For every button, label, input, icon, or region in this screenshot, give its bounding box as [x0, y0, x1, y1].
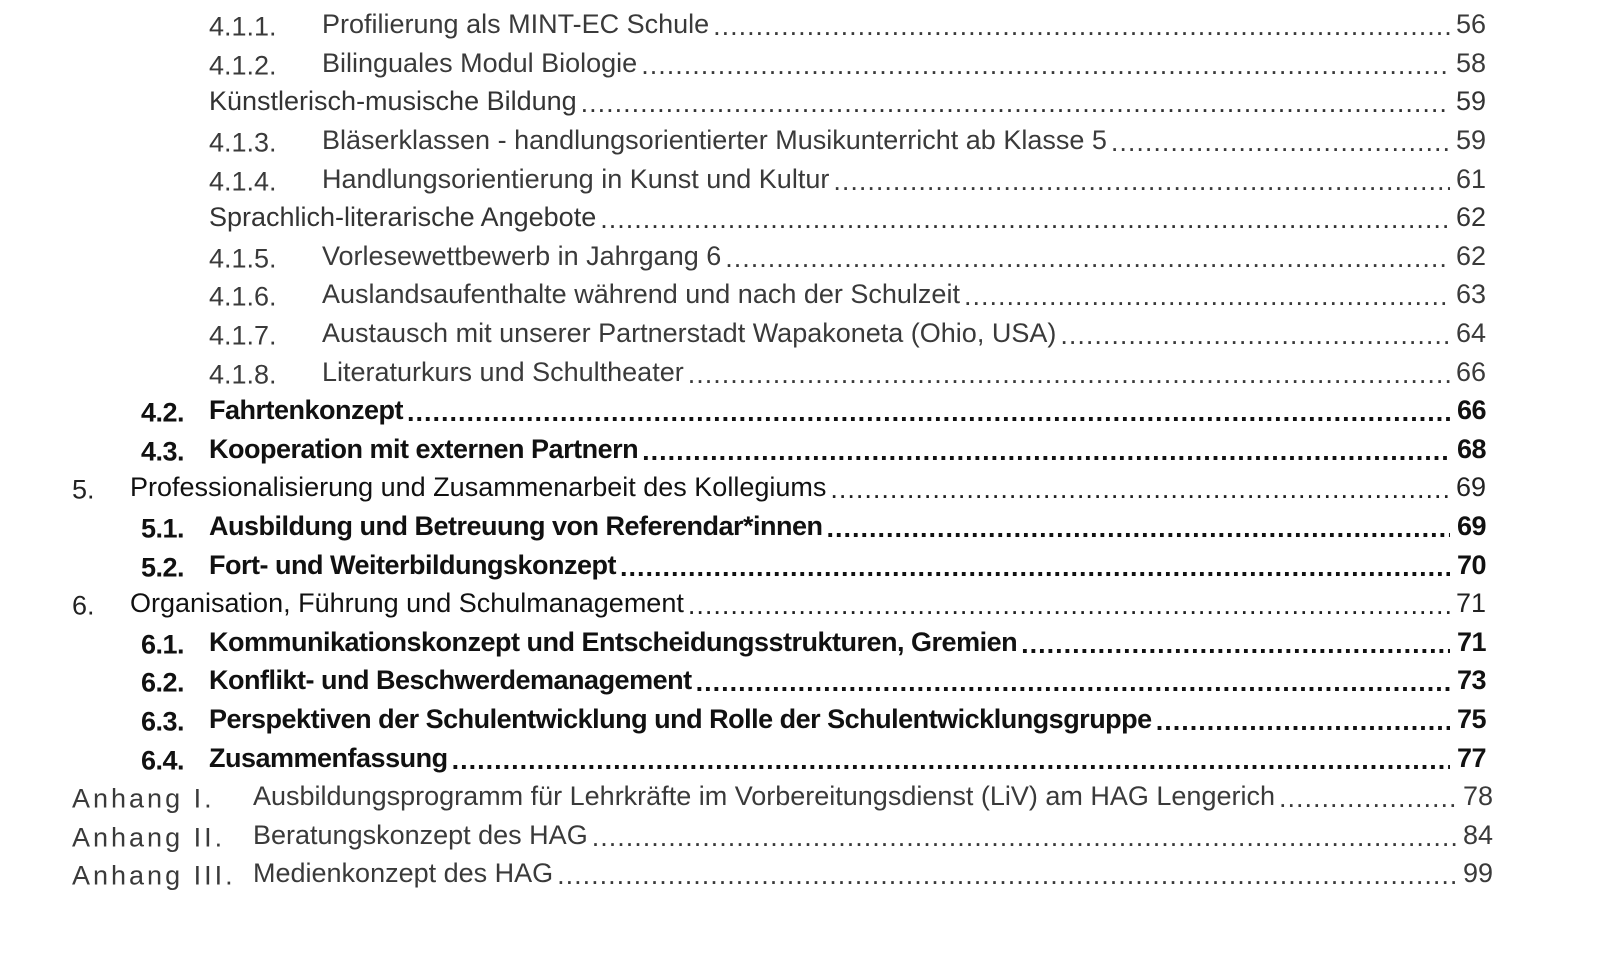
toc-entry-line: [322, 281, 1486, 313]
toc-entry-number: Anhang II.: [72, 822, 226, 853]
toc-entry-line: [209, 703, 1486, 738]
toc-entry[interactable]: [0, 162, 1600, 201]
toc-entry-page[interactable]: 77: [1456, 742, 1486, 773]
toc-entry-line: [209, 667, 1486, 699]
toc-entry-page[interactable]: 71: [1455, 588, 1486, 619]
dot-leader: [1060, 322, 1450, 354]
dot-leader: [688, 360, 1450, 392]
toc-entry-number: 4.1.1.: [209, 11, 277, 42]
toc-entry-number: 4.1.4.: [209, 166, 277, 197]
toc-entry-line: [209, 204, 1486, 236]
toc-entry-title[interactable]: Ausbildung und Betreuung von Referendar*innen: [209, 510, 823, 541]
toc-entry[interactable]: [0, 394, 1600, 433]
toc-entry[interactable]: [0, 355, 1600, 394]
toc-entry-page[interactable]: 66: [1455, 356, 1486, 387]
toc-entry-title[interactable]: Künstlerisch-musische Bildung: [209, 86, 577, 117]
toc-entry-page[interactable]: 62: [1455, 240, 1486, 271]
toc-entry[interactable]: [0, 85, 1600, 124]
dot-leader: [557, 862, 1457, 894]
toc-entry-page[interactable]: 99: [1462, 858, 1493, 889]
toc-entry-title[interactable]: Sprachlich-literarische Angebote: [209, 202, 597, 233]
dot-leader: [592, 824, 1457, 856]
toc-entry-title[interactable]: Literaturkurs und Schultheater: [322, 356, 684, 387]
toc-entry-line: [209, 433, 1486, 468]
toc-entry-number: 6.1.: [141, 629, 185, 660]
toc-entry[interactable]: [0, 857, 1600, 896]
toc-entry-title[interactable]: Profilierung als MINT-EC Schule: [322, 9, 710, 40]
toc-entry[interactable]: [0, 240, 1600, 279]
toc-entry-page[interactable]: 64: [1455, 317, 1486, 348]
toc-entry[interactable]: [0, 741, 1600, 780]
toc-entry-title[interactable]: Handlungsorientierung in Kunst und Kultur: [322, 163, 830, 194]
dot-leader: [452, 746, 1450, 778]
toc-entry-line: [209, 626, 1486, 661]
toc-entry-line: [253, 819, 1493, 854]
toc-entry-line: [209, 551, 1486, 583]
toc-entry-line: [209, 510, 1486, 545]
dot-leader: [833, 167, 1450, 199]
dot-leader: [407, 399, 1450, 431]
toc-entry-page[interactable]: 68: [1456, 433, 1486, 464]
toc-entry-line: [322, 11, 1486, 43]
toc-entry-title[interactable]: Perspektiven der Schulentwicklung und Rolle der Schulentwicklungsgruppe: [209, 703, 1152, 734]
toc-entry-line: [209, 88, 1486, 120]
toc-entry-title[interactable]: Organisation, Führung und Schulmanagement: [130, 588, 684, 619]
toc-entry[interactable]: [0, 548, 1600, 587]
dot-leader: [620, 553, 1450, 585]
toc-entry-page[interactable]: 70: [1456, 549, 1486, 580]
toc-entry-number: 4.2.: [141, 397, 185, 428]
toc-entry-title[interactable]: Beratungskonzept des HAG: [253, 819, 588, 850]
toc-entry-line: [209, 744, 1486, 776]
toc-entry-line: [209, 397, 1486, 429]
dot-leader: [1111, 129, 1450, 161]
toc-entry-line: [322, 124, 1486, 159]
toc-entry-title[interactable]: Zusammenfassung: [209, 742, 448, 773]
dot-leader: [600, 206, 1450, 238]
dot-leader: [1279, 785, 1457, 817]
toc-entry-number: 4.1.2.: [209, 50, 277, 81]
dot-leader: [713, 13, 1450, 45]
toc-entry-page[interactable]: 58: [1455, 47, 1486, 78]
dot-leader: [581, 90, 1450, 122]
toc-entry-title[interactable]: Kooperation mit externen Partnern: [209, 433, 639, 464]
toc-entry[interactable]: [0, 664, 1600, 703]
toc-entry-title[interactable]: Austausch mit unserer Partnerstadt Wapakoneta (Ohio, USA): [322, 317, 1057, 348]
toc-entry-number: 5.1.: [141, 513, 185, 544]
toc-entry[interactable]: [0, 317, 1600, 356]
dot-leader: [642, 438, 1450, 470]
dot-leader: [641, 52, 1450, 84]
toc-entry-title[interactable]: Auslandsaufenthalte während und nach der Schulzeit: [322, 279, 960, 310]
toc-entry-title[interactable]: Ausbildungsprogramm für Lehrkräfte im Vorbereitungsdienst (LiV) am HAG Lengerich: [253, 780, 1275, 811]
toc-entry-line: [322, 317, 1486, 352]
toc-entry-number: 5.2.: [141, 552, 185, 583]
toc-entry-title[interactable]: Vorlesewettbewerb in Jahrgang 6: [322, 240, 722, 271]
toc-entry-number: 4.1.8.: [209, 359, 277, 390]
dot-leader: [964, 283, 1450, 315]
toc-entry-title[interactable]: Kommunikationskonzept und Entscheidungsstrukturen, Gremien: [209, 626, 1018, 657]
toc-entry-page[interactable]: 78: [1462, 780, 1493, 811]
dot-leader: [1156, 708, 1450, 740]
toc-entry-title[interactable]: Bläserklassen - handlungsorientierter Musikunterricht ab Klasse 5: [322, 124, 1107, 155]
toc-entry-title[interactable]: Bilinguales Modul Biologie: [322, 47, 638, 78]
toc-entry[interactable]: [0, 471, 1600, 510]
toc-entry[interactable]: [0, 626, 1600, 665]
dot-leader: [827, 515, 1450, 547]
toc-entry[interactable]: [0, 510, 1600, 549]
toc-entry-page[interactable]: 84: [1462, 819, 1493, 850]
toc-entry-line: [322, 165, 1486, 197]
dot-leader: [725, 245, 1450, 277]
toc-entry-page[interactable]: 75: [1456, 703, 1486, 734]
toc-entry[interactable]: [0, 818, 1600, 857]
toc-entry-line: [322, 240, 1486, 275]
toc-entry-page[interactable]: 69: [1456, 510, 1486, 541]
toc-entry-number: Anhang III.: [72, 860, 236, 891]
toc-entry-page[interactable]: 71: [1456, 626, 1486, 657]
toc-entry[interactable]: [0, 124, 1600, 163]
toc-entry-page[interactable]: 62: [1455, 202, 1486, 233]
toc-entry-line: [322, 47, 1486, 82]
toc-entry-line: [130, 590, 1486, 622]
dot-leader: [696, 669, 1450, 701]
toc-entry-title[interactable]: Medienkonzept des HAG: [253, 858, 554, 889]
toc-entry[interactable]: [0, 433, 1600, 472]
toc-entry-number: 4.1.7.: [209, 320, 277, 351]
dot-leader: [688, 592, 1450, 624]
toc-entry-number: 4.1.3.: [209, 127, 277, 158]
toc-entry-page[interactable]: 59: [1455, 124, 1486, 155]
toc-entry[interactable]: [0, 47, 1600, 86]
toc-entry[interactable]: [0, 780, 1600, 819]
toc-entry-page[interactable]: 66: [1456, 395, 1486, 426]
table-of-contents: [0, 8, 1600, 896]
toc-entry-number: 6.4.: [141, 745, 185, 776]
toc-entry-title[interactable]: Fahrtenkonzept: [209, 395, 404, 426]
toc-entry-line: [253, 860, 1493, 892]
toc-entry-line: [322, 358, 1486, 390]
toc-entry-page[interactable]: 69: [1455, 472, 1486, 503]
toc-entry-page[interactable]: 63: [1455, 279, 1486, 310]
dot-leader: [1021, 631, 1450, 663]
toc-entry[interactable]: [0, 8, 1600, 47]
toc-entry-number: 6.: [72, 590, 95, 621]
toc-entry[interactable]: [0, 587, 1600, 626]
toc-entry-number: Anhang I.: [72, 783, 215, 814]
toc-entry-page[interactable]: 56: [1455, 9, 1486, 40]
toc-entry-number: 4.1.6.: [209, 281, 277, 312]
toc-entry[interactable]: [0, 703, 1600, 742]
toc-entry[interactable]: [0, 278, 1600, 317]
toc-entry-page[interactable]: 61: [1455, 163, 1486, 194]
toc-entry-title[interactable]: Professionalisierung und Zusammenarbeit des Kollegiums: [130, 472, 827, 503]
toc-entry[interactable]: [0, 201, 1600, 240]
toc-entry-number: 4.1.5.: [209, 243, 277, 274]
toc-entry-number: 4.3.: [141, 436, 185, 467]
toc-entry-page[interactable]: 59: [1455, 86, 1486, 117]
toc-entry-page[interactable]: 73: [1456, 665, 1486, 696]
toc-entry-number: 5.: [72, 474, 95, 505]
toc-entry-line: [130, 474, 1486, 506]
toc-entry-number: 6.3.: [141, 706, 185, 737]
toc-entry-line: [253, 780, 1493, 815]
toc-entry-title[interactable]: Konflikt- und Beschwerdemanagement: [209, 665, 692, 696]
toc-entry-title[interactable]: Fort- und Weiterbildungskonzept: [209, 549, 616, 580]
toc-entry-number: 6.2.: [141, 667, 185, 698]
dot-leader: [830, 476, 1450, 508]
